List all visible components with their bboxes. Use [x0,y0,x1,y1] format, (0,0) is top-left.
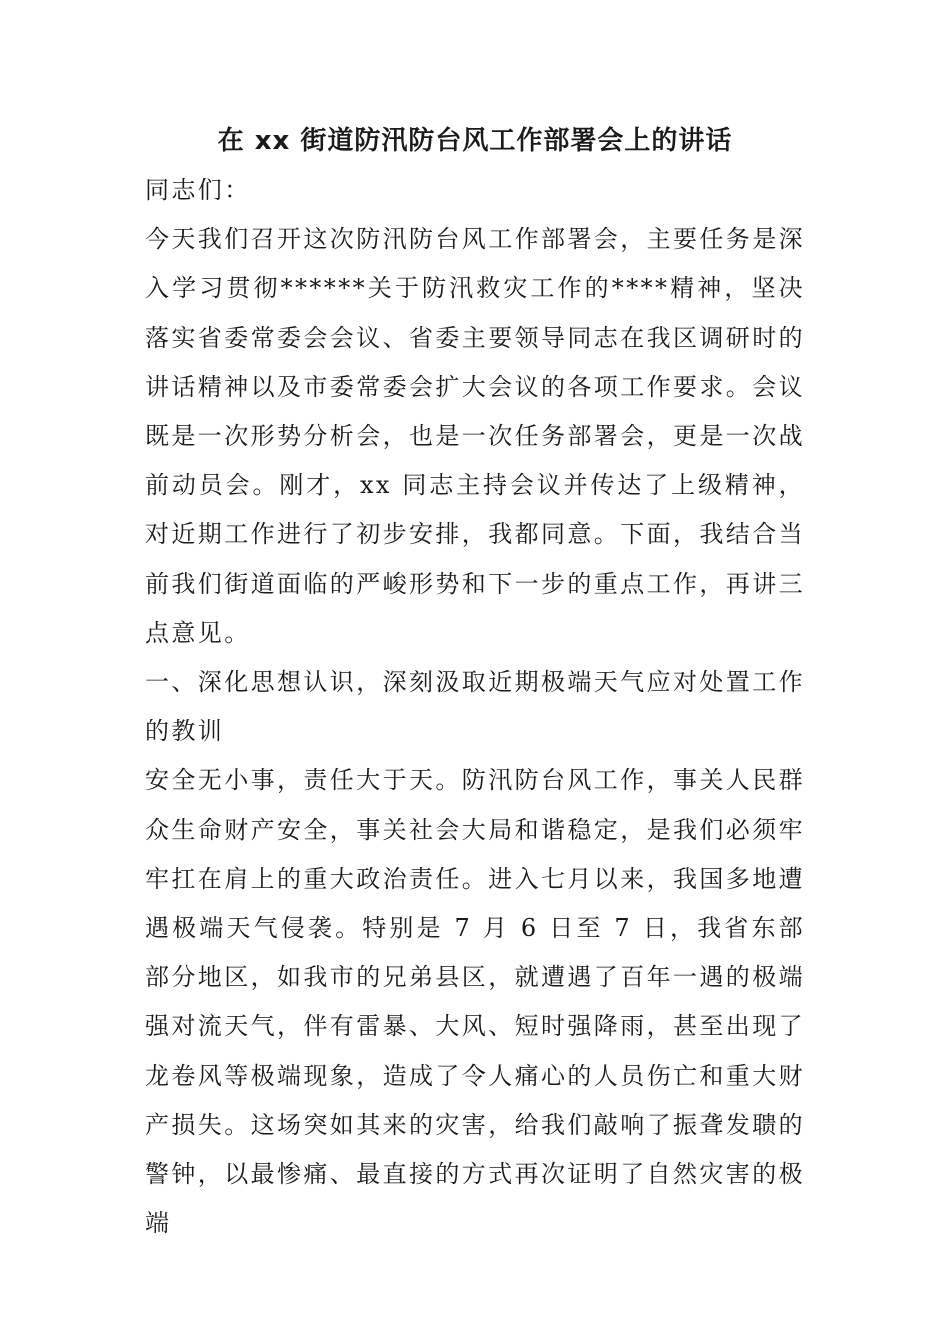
section-1-paragraph: 安全无小事，责任大于天。防汛防台风工作，事关人民群众生命财产安全，事关社会大局和谐稳定，是我们必须牢牢扛在肩上的重大政治责任。进入七月以来，我国多地遭遇极端天气侵袭。特别是 7 月 6 日至 7 日，我省东部部分地区，如我市的兄弟县区，就遭遇了百年一遇的极端强对流天气，伴有雷暴、大风、短时强降雨，甚至出现了龙卷风等极端现象，造成了令人痛心的人员伤亡和重大财产损失。这场突如其来的灾害，给我们敲响了振聋发聩的警钟，以最惨痛、最直接的方式再次证明了自然灾害的极端 [145,766,805,1238]
document-body [145,166,805,1248]
section-heading-1: 一、深化思想认识，深刻汲取近期极端天气应对处置工作的教训 [145,668,805,746]
salutation: 同志们： [145,176,251,204]
intro-paragraph: 今天我们召开这次防汛防台风工作部署会，主要任务是深入学习贯彻******关于防汛救灾工作的****精神，坚决落实省委常委会会议、省委主要领导同志在我区调研时的讲话精神以及市委常委会扩大会议的各项工作要求。会议既是一次形势分析会，也是一次任务部署会，更是一次战前动员会。刚才，xx 同志主持会议并传达了上级精神，对近期工作进行了初步安排，我都同意。下面，我结合当前我们街道面临的严峻形势和下一步的重点工作，再讲三点意见。 [145,225,805,647]
document-title: 在 xx 街道防汛防台风工作部署会上的讲话 [217,126,733,156]
